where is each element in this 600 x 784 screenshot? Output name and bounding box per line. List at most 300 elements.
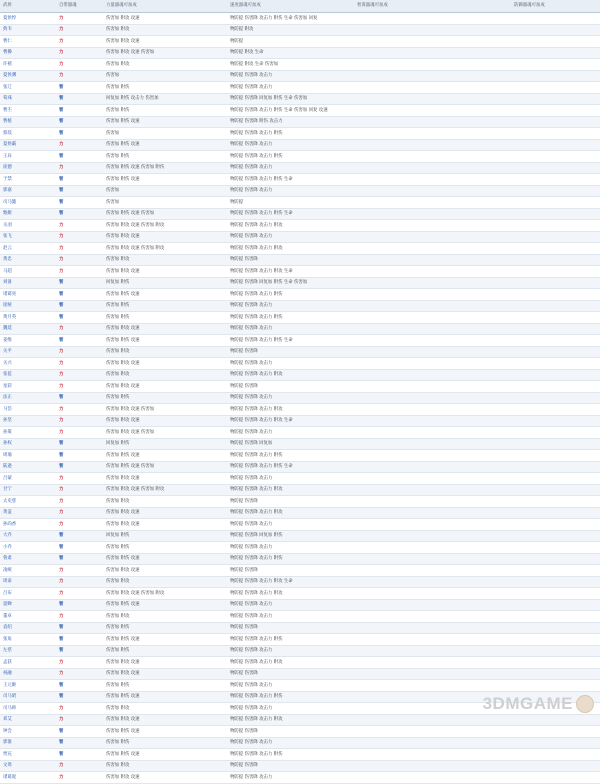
hero-name-cell: 黄月英: [0, 312, 56, 324]
wisdom-soul-cell: [354, 576, 511, 588]
wisdom-soul-cell: [354, 599, 511, 611]
wisdom-soul-cell: [354, 415, 511, 427]
power-soul-cell: 伤害加 附攻 攻速 伤害加 附攻: [103, 220, 227, 232]
defense-soul-cell: [511, 266, 600, 278]
hero-name-cell: 黄忠: [0, 254, 56, 266]
speed-soul-cell: 物防提 伤害降 攻击力 附伤 生命: [227, 174, 354, 186]
own-soul-cell: 智: [56, 335, 103, 347]
wisdom-soul-cell: [354, 323, 511, 335]
table-row: [0, 404, 600, 416]
wisdom-soul-cell: [354, 335, 511, 347]
speed-soul-cell: 物防提 伤害降 回复加: [227, 438, 354, 450]
speed-soul-cell: 物防提 伤害降 回复加 附伤 生命 伤害加: [227, 93, 354, 105]
power-soul-cell: 伤害加 附攻 攻速: [103, 415, 227, 427]
power-soul-cell: 伤害加 附攻 攻速: [103, 323, 227, 335]
table-row: [0, 289, 600, 301]
wisdom-soul-cell: [354, 484, 511, 496]
table-row: [0, 657, 600, 669]
wisdom-soul-cell: [354, 128, 511, 140]
speed-soul-cell: 物防提 伤害降 攻击力: [227, 680, 354, 692]
wisdom-soul-cell: [354, 611, 511, 623]
own-soul-cell: 智: [56, 749, 103, 761]
power-soul-cell: 伤害加 附攻 攻速: [103, 36, 227, 48]
power-soul-cell: 伤害加 附攻: [103, 576, 227, 588]
hero-name-cell: 夏侯霸: [0, 139, 56, 151]
wisdom-soul-cell: [354, 657, 511, 669]
speed-soul-cell: 物防提 伤害降 攻击力: [227, 300, 354, 312]
defense-soul-cell: [511, 174, 600, 186]
hero-name-cell: 典韦: [0, 24, 56, 36]
power-soul-cell: 伤害加 附攻 攻速: [103, 381, 227, 393]
own-soul-cell: 智: [56, 542, 103, 554]
speed-soul-cell: 物防提 伤害降: [227, 496, 354, 508]
defense-soul-cell: [511, 70, 600, 82]
own-soul-cell: 力: [56, 254, 103, 266]
own-soul-cell: 智: [56, 174, 103, 186]
table-row: [0, 174, 600, 186]
hero-name-cell: 小乔: [0, 542, 56, 554]
wisdom-soul-cell: [354, 82, 511, 94]
power-soul-cell: 伤害加 附攻 攻速 伤害加: [103, 404, 227, 416]
own-soul-cell: 力: [56, 24, 103, 36]
table-row: [0, 82, 600, 94]
power-soul-cell: 伤害加 附攻 攻速: [103, 231, 227, 243]
speed-soul-cell: 物防提 伤害降: [227, 668, 354, 680]
defense-soul-cell: [511, 599, 600, 611]
own-soul-cell: 力: [56, 611, 103, 623]
own-soul-cell: 力: [56, 714, 103, 726]
power-soul-cell: 伤害加 附攻 攻速: [103, 519, 227, 531]
wisdom-soul-cell: [354, 300, 511, 312]
own-soul-cell: 力: [56, 358, 103, 370]
defense-soul-cell: [511, 657, 600, 669]
hero-name-cell: 王元姬: [0, 680, 56, 692]
defense-soul-cell: [511, 151, 600, 163]
table-row: [0, 668, 600, 680]
speed-soul-cell: 物防提 伤害降 攻击力: [227, 139, 354, 151]
wisdom-soul-cell: [354, 358, 511, 370]
table-row: [0, 726, 600, 738]
wisdom-soul-cell: [354, 737, 511, 749]
defense-soul-cell: [511, 197, 600, 209]
speed-soul-cell: 物防提 伤害降 攻击力: [227, 323, 354, 335]
own-soul-cell: 力: [56, 231, 103, 243]
speed-soul-cell: 物防提 伤害降 攻击力: [227, 519, 354, 531]
wisdom-soul-cell: [354, 266, 511, 278]
table-row: [0, 116, 600, 128]
hero-name-cell: 貂蝉: [0, 599, 56, 611]
table-row: [0, 254, 600, 266]
own-soul-cell: 智: [56, 622, 103, 634]
defense-soul-cell: [511, 36, 600, 48]
wisdom-soul-cell: [354, 473, 511, 485]
defense-soul-cell: [511, 438, 600, 450]
power-soul-cell: 伤害加 附伤 攻速: [103, 335, 227, 347]
table-row: [0, 507, 600, 519]
hero-name-cell: 张角: [0, 634, 56, 646]
defense-soul-cell: [511, 496, 600, 508]
hero-name-cell: 黄盖: [0, 507, 56, 519]
hero-name-cell: 文鸯: [0, 760, 56, 772]
table-row: [0, 530, 600, 542]
power-soul-cell: 伤害加 附攻: [103, 24, 227, 36]
speed-soul-cell: 物防提 伤害降 攻击力 附伤 生命: [227, 208, 354, 220]
own-soul-cell: 智: [56, 392, 103, 404]
speed-soul-cell: 物防提 伤害降: [227, 381, 354, 393]
own-soul-cell: 力: [56, 70, 103, 82]
hero-name-cell: 马超: [0, 266, 56, 278]
own-soul-cell: 力: [56, 772, 103, 784]
power-soul-cell: 伤害加 附攻: [103, 496, 227, 508]
speed-soul-cell: 物防提 伤害降 攻击力: [227, 185, 354, 197]
speed-soul-cell: 物防提 伤害降: [227, 254, 354, 266]
own-soul-cell: 智: [56, 634, 103, 646]
table-row: [0, 392, 600, 404]
hero-name-cell: 曹丕: [0, 105, 56, 117]
table-row: [0, 461, 600, 473]
speed-soul-cell: 物防提 伤害降 攻击力 附攻: [227, 369, 354, 381]
table-row: [0, 323, 600, 335]
defense-soul-cell: [511, 737, 600, 749]
defense-soul-cell: [511, 289, 600, 301]
defense-soul-cell: [511, 565, 600, 577]
speed-soul-cell: 物防提 伤害降 攻击力: [227, 473, 354, 485]
hero-name-cell: 马岱: [0, 404, 56, 416]
wisdom-soul-cell: [354, 622, 511, 634]
hero-name-cell: 曹仁: [0, 36, 56, 48]
table-row: [0, 266, 600, 278]
own-soul-cell: 智: [56, 93, 103, 105]
own-soul-cell: 智: [56, 737, 103, 749]
wisdom-soul-cell: [354, 231, 511, 243]
own-soul-cell: 力: [56, 588, 103, 600]
power-soul-cell: 伤害加 附伤 攻速: [103, 174, 227, 186]
wisdom-soul-cell: [354, 404, 511, 416]
hero-name-cell: 孟获: [0, 657, 56, 669]
table-row: [0, 438, 600, 450]
own-soul-cell: 智: [56, 530, 103, 542]
own-soul-cell: 智: [56, 185, 103, 197]
wisdom-soul-cell: [354, 36, 511, 48]
table-header-row: [0, 0, 600, 13]
hero-name-cell: 庞德: [0, 162, 56, 174]
own-soul-cell: 力: [56, 59, 103, 71]
own-soul-cell: 力: [56, 162, 103, 174]
defense-soul-cell: [511, 82, 600, 94]
speed-soul-cell: 物防提 伤害降 攻击力 附攻: [227, 657, 354, 669]
hero-name-cell: 司马昭: [0, 691, 56, 703]
speed-soul-cell: 物防提 伤害降 攻击力 附攻: [227, 507, 354, 519]
defense-soul-cell: [511, 312, 600, 324]
hero-name-cell: 周泰: [0, 576, 56, 588]
wisdom-soul-cell: [354, 47, 511, 59]
defense-soul-cell: [511, 519, 600, 531]
watermark: [483, 694, 594, 714]
wisdom-soul-cell: [354, 105, 511, 117]
speed-soul-cell: 物防提 伤害降 回复加 附伤 生命 伤害加: [227, 277, 354, 289]
own-soul-cell: 智: [56, 438, 103, 450]
wisdom-soul-cell: [354, 772, 511, 784]
wisdom-soul-cell: [354, 24, 511, 36]
wisdom-soul-cell: [354, 542, 511, 554]
own-soul-cell: 力: [56, 668, 103, 680]
power-soul-cell: 伤害加 附伤: [103, 737, 227, 749]
power-soul-cell: 伤害加 附伤 攻速: [103, 634, 227, 646]
speed-soul-cell: 物防提 伤害降 攻击力 附伤: [227, 553, 354, 565]
power-soul-cell: 伤害加 附攻 攻速 伤害加 附攻: [103, 243, 227, 255]
hero-name-cell: 大乔: [0, 530, 56, 542]
hero-name-cell: 于禁: [0, 174, 56, 186]
own-soul-cell: 力: [56, 47, 103, 59]
speed-soul-cell: 物防提 伤害降 攻击力 附伤 生命 伤害加 回复: [227, 13, 354, 25]
power-soul-cell: 伤害加 附攻 攻速: [103, 358, 227, 370]
hero-name-cell: 袁绍: [0, 622, 56, 634]
own-soul-cell: 力: [56, 139, 103, 151]
defense-soul-cell: [511, 381, 600, 393]
hero-name-cell: 钟会: [0, 726, 56, 738]
table-row: [0, 151, 600, 163]
hero-name-cell: 凌统: [0, 565, 56, 577]
wisdom-soul-cell: [354, 346, 511, 358]
hero-name-cell: 荀彧: [0, 93, 56, 105]
table-row: [0, 59, 600, 71]
hero-name-cell: 吕蒙: [0, 473, 56, 485]
wisdom-soul-cell: [354, 254, 511, 266]
defense-soul-cell: [511, 749, 600, 761]
hero-name-cell: 赵云: [0, 243, 56, 255]
table-row: [0, 128, 600, 140]
speed-soul-cell: 物防提 伤害降: [227, 346, 354, 358]
power-soul-cell: 伤害加 附伤: [103, 645, 227, 657]
own-soul-cell: 智: [56, 450, 103, 462]
wisdom-soul-cell: [354, 93, 511, 105]
power-soul-cell: 伤害加: [103, 185, 227, 197]
own-soul-cell: 力: [56, 36, 103, 48]
speed-soul-cell: 物防提 附攻 生命: [227, 47, 354, 59]
speed-soul-cell: 物防提 伤害降 攻击力 附攻 生命: [227, 415, 354, 427]
defense-soul-cell: [511, 404, 600, 416]
power-soul-cell: 伤害加 附伤 攻速: [103, 599, 227, 611]
power-soul-cell: 伤害加 附攻 攻速 伤害加 附攻: [103, 588, 227, 600]
speed-soul-cell: 物防提 伤害降 攻击力: [227, 611, 354, 623]
table-row: [0, 93, 600, 105]
table-row: [0, 208, 600, 220]
hero-name-cell: 司马师: [0, 703, 56, 715]
speed-soul-cell: 物防提 伤害降 攻击力 附攻: [227, 714, 354, 726]
speed-soul-cell: 物防提 伤害降 攻击力: [227, 358, 354, 370]
defense-soul-cell: [511, 59, 600, 71]
speed-soul-cell: 物防提 伤害降 攻击力 附攻: [227, 243, 354, 255]
own-soul-cell: 力: [56, 496, 103, 508]
wisdom-soul-cell: [354, 174, 511, 186]
defense-soul-cell: [511, 611, 600, 623]
wisdom-soul-cell: [354, 197, 511, 209]
speed-soul-cell: 物防提 伤害降 攻击力 附伤: [227, 634, 354, 646]
wisdom-soul-cell: [354, 530, 511, 542]
wisdom-soul-cell: [354, 427, 511, 439]
own-soul-cell: 智: [56, 599, 103, 611]
wisdom-soul-cell: [354, 13, 511, 25]
defense-soul-cell: [511, 185, 600, 197]
hero-name-cell: 邓艾: [0, 714, 56, 726]
defense-soul-cell: [511, 300, 600, 312]
defense-soul-cell: [511, 530, 600, 542]
table-row: [0, 312, 600, 324]
hero-name-cell: 孙坚: [0, 415, 56, 427]
defense-soul-cell: [511, 128, 600, 140]
speed-soul-cell: 物防提 伤害降 攻击力 附攻: [227, 404, 354, 416]
speed-soul-cell: 物防提 伤害降 攻击力 附伤: [227, 289, 354, 301]
table-row: [0, 197, 600, 209]
power-soul-cell: 伤害加 附攻: [103, 703, 227, 715]
speed-soul-cell: 物防提 伤害降 攻击力: [227, 772, 354, 784]
hero-name-cell: 甄姬: [0, 208, 56, 220]
column-header-wisdom-soul: 智谋器魂可加成: [354, 0, 511, 13]
table-row: [0, 185, 600, 197]
defense-soul-cell: [511, 668, 600, 680]
wisdom-soul-cell: [354, 760, 511, 772]
wisdom-soul-cell: [354, 116, 511, 128]
power-soul-cell: 伤害加 附攻 攻速: [103, 266, 227, 278]
defense-soul-cell: [511, 358, 600, 370]
power-soul-cell: 伤害加 附攻: [103, 760, 227, 772]
hero-name-cell: 祝融: [0, 668, 56, 680]
own-soul-cell: 智: [56, 105, 103, 117]
hero-name-cell: 周瑜: [0, 450, 56, 462]
table-row: [0, 760, 600, 772]
power-soul-cell: 回复加 附伤 攻击力 伤害加: [103, 93, 227, 105]
wisdom-soul-cell: [354, 243, 511, 255]
table-row: [0, 599, 600, 611]
hero-name-cell: 诸葛亮: [0, 289, 56, 301]
wisdom-soul-cell: [354, 507, 511, 519]
wisdom-soul-cell: [354, 726, 511, 738]
defense-soul-cell: [511, 139, 600, 151]
defense-soul-cell: [511, 162, 600, 174]
hero-name-cell: 贾充: [0, 749, 56, 761]
own-soul-cell: 力: [56, 657, 103, 669]
power-soul-cell: 伤害加: [103, 128, 227, 140]
hero-name-cell: 吕布: [0, 588, 56, 600]
wisdom-soul-cell: [354, 289, 511, 301]
own-soul-cell: 智: [56, 151, 103, 163]
wisdom-soul-cell: [354, 312, 511, 324]
wisdom-soul-cell: [354, 680, 511, 692]
speed-soul-cell: 物防提 伤害降 攻击力 附伤 生命: [227, 335, 354, 347]
power-soul-cell: 伤害加 附伤 攻速: [103, 749, 227, 761]
speed-soul-cell: 物防提 伤害降 攻击力 附伤: [227, 151, 354, 163]
table-row: [0, 611, 600, 623]
defense-soul-cell: [511, 254, 600, 266]
wisdom-soul-cell: [354, 59, 511, 71]
speed-soul-cell: 物防提 伤害降 攻击力: [227, 231, 354, 243]
hero-name-cell: 夏侯惇: [0, 13, 56, 25]
hero-name-cell: 左慈: [0, 645, 56, 657]
wisdom-soul-cell: [354, 553, 511, 565]
hero-name-cell: 张辽: [0, 82, 56, 94]
table-row: [0, 772, 600, 784]
speed-soul-cell: 物防提 伤害降 附伤 攻击力: [227, 116, 354, 128]
speed-soul-cell: 物防提 伤害降: [227, 760, 354, 772]
power-soul-cell: 伤害加 附伤: [103, 312, 227, 324]
defense-soul-cell: [511, 231, 600, 243]
defense-soul-cell: [511, 680, 600, 692]
power-soul-cell: 伤害加 附攻: [103, 369, 227, 381]
own-soul-cell: 智: [56, 197, 103, 209]
wisdom-soul-cell: [354, 450, 511, 462]
table-row: [0, 369, 600, 381]
column-header-hero: 武将: [0, 0, 56, 13]
power-soul-cell: 伤害加 附攻 攻速: [103, 507, 227, 519]
speed-soul-cell: 物防提 伤害降 攻击力: [227, 82, 354, 94]
defense-soul-cell: [511, 726, 600, 738]
table-row: [0, 24, 600, 36]
speed-soul-cell: 物防提 伤害降 攻击力: [227, 162, 354, 174]
defense-soul-cell: [511, 473, 600, 485]
hero-name-cell: 王异: [0, 151, 56, 163]
table-row: [0, 427, 600, 439]
speed-soul-cell: 物防提 伤害降 攻击力: [227, 392, 354, 404]
hero-name-cell: 姜维: [0, 335, 56, 347]
column-header-power-soul: 力量器魂可加成: [103, 0, 227, 13]
speed-soul-cell: 物防提 伤害降: [227, 726, 354, 738]
defense-soul-cell: [511, 450, 600, 462]
hero-name-cell: 许褚: [0, 59, 56, 71]
own-soul-cell: 智: [56, 82, 103, 94]
speed-soul-cell: 物防提 伤害降: [227, 565, 354, 577]
defense-soul-cell: [511, 634, 600, 646]
defense-soul-cell: [511, 346, 600, 358]
own-soul-cell: 力: [56, 519, 103, 531]
own-soul-cell: 力: [56, 323, 103, 335]
speed-soul-cell: 物防提 伤害降: [227, 622, 354, 634]
defense-soul-cell: [511, 243, 600, 255]
hero-name-cell: 关兴: [0, 358, 56, 370]
table-row: [0, 220, 600, 232]
hero-name-cell: 太史慈: [0, 496, 56, 508]
defense-soul-cell: [511, 335, 600, 347]
hero-name-cell: 董卓: [0, 611, 56, 623]
speed-soul-cell: 物防提 伤害降 攻击力 附伤: [227, 450, 354, 462]
speed-soul-cell: 物防提 伤害降 攻击力 附攻: [227, 484, 354, 496]
wisdom-soul-cell: [354, 277, 511, 289]
power-soul-cell: 伤害加 附伤: [103, 151, 227, 163]
table-row: [0, 346, 600, 358]
power-soul-cell: 伤害加 附伤 攻速: [103, 691, 227, 703]
defense-soul-cell: [511, 116, 600, 128]
hero-name-cell: 魏延: [0, 323, 56, 335]
table-row: [0, 484, 600, 496]
own-soul-cell: 智: [56, 128, 103, 140]
power-soul-cell: 伤害加 附伤 攻速: [103, 116, 227, 128]
defense-soul-cell: [511, 507, 600, 519]
wisdom-soul-cell: [354, 139, 511, 151]
speed-soul-cell: 物防提 伤害降 攻击力 附伤 生命 伤害加 回复 攻速: [227, 105, 354, 117]
speed-soul-cell: 物防提 附攻 生命 伤害加: [227, 59, 354, 71]
own-soul-cell: 力: [56, 576, 103, 588]
own-soul-cell: 力: [56, 13, 103, 25]
hero-name-cell: 法正: [0, 392, 56, 404]
speed-soul-cell: 物防提 伤害降 攻击力 附攻 生命: [227, 576, 354, 588]
own-soul-cell: 智: [56, 289, 103, 301]
defense-soul-cell: [511, 208, 600, 220]
defense-soul-cell: [511, 415, 600, 427]
own-soul-cell: 智: [56, 726, 103, 738]
power-soul-cell: 伤害加: [103, 197, 227, 209]
hero-name-cell: 甘宁: [0, 484, 56, 496]
speed-soul-cell: 物防提 伤害降 攻击力 附伤 生命: [227, 461, 354, 473]
hero-name-cell: 曹操: [0, 47, 56, 59]
